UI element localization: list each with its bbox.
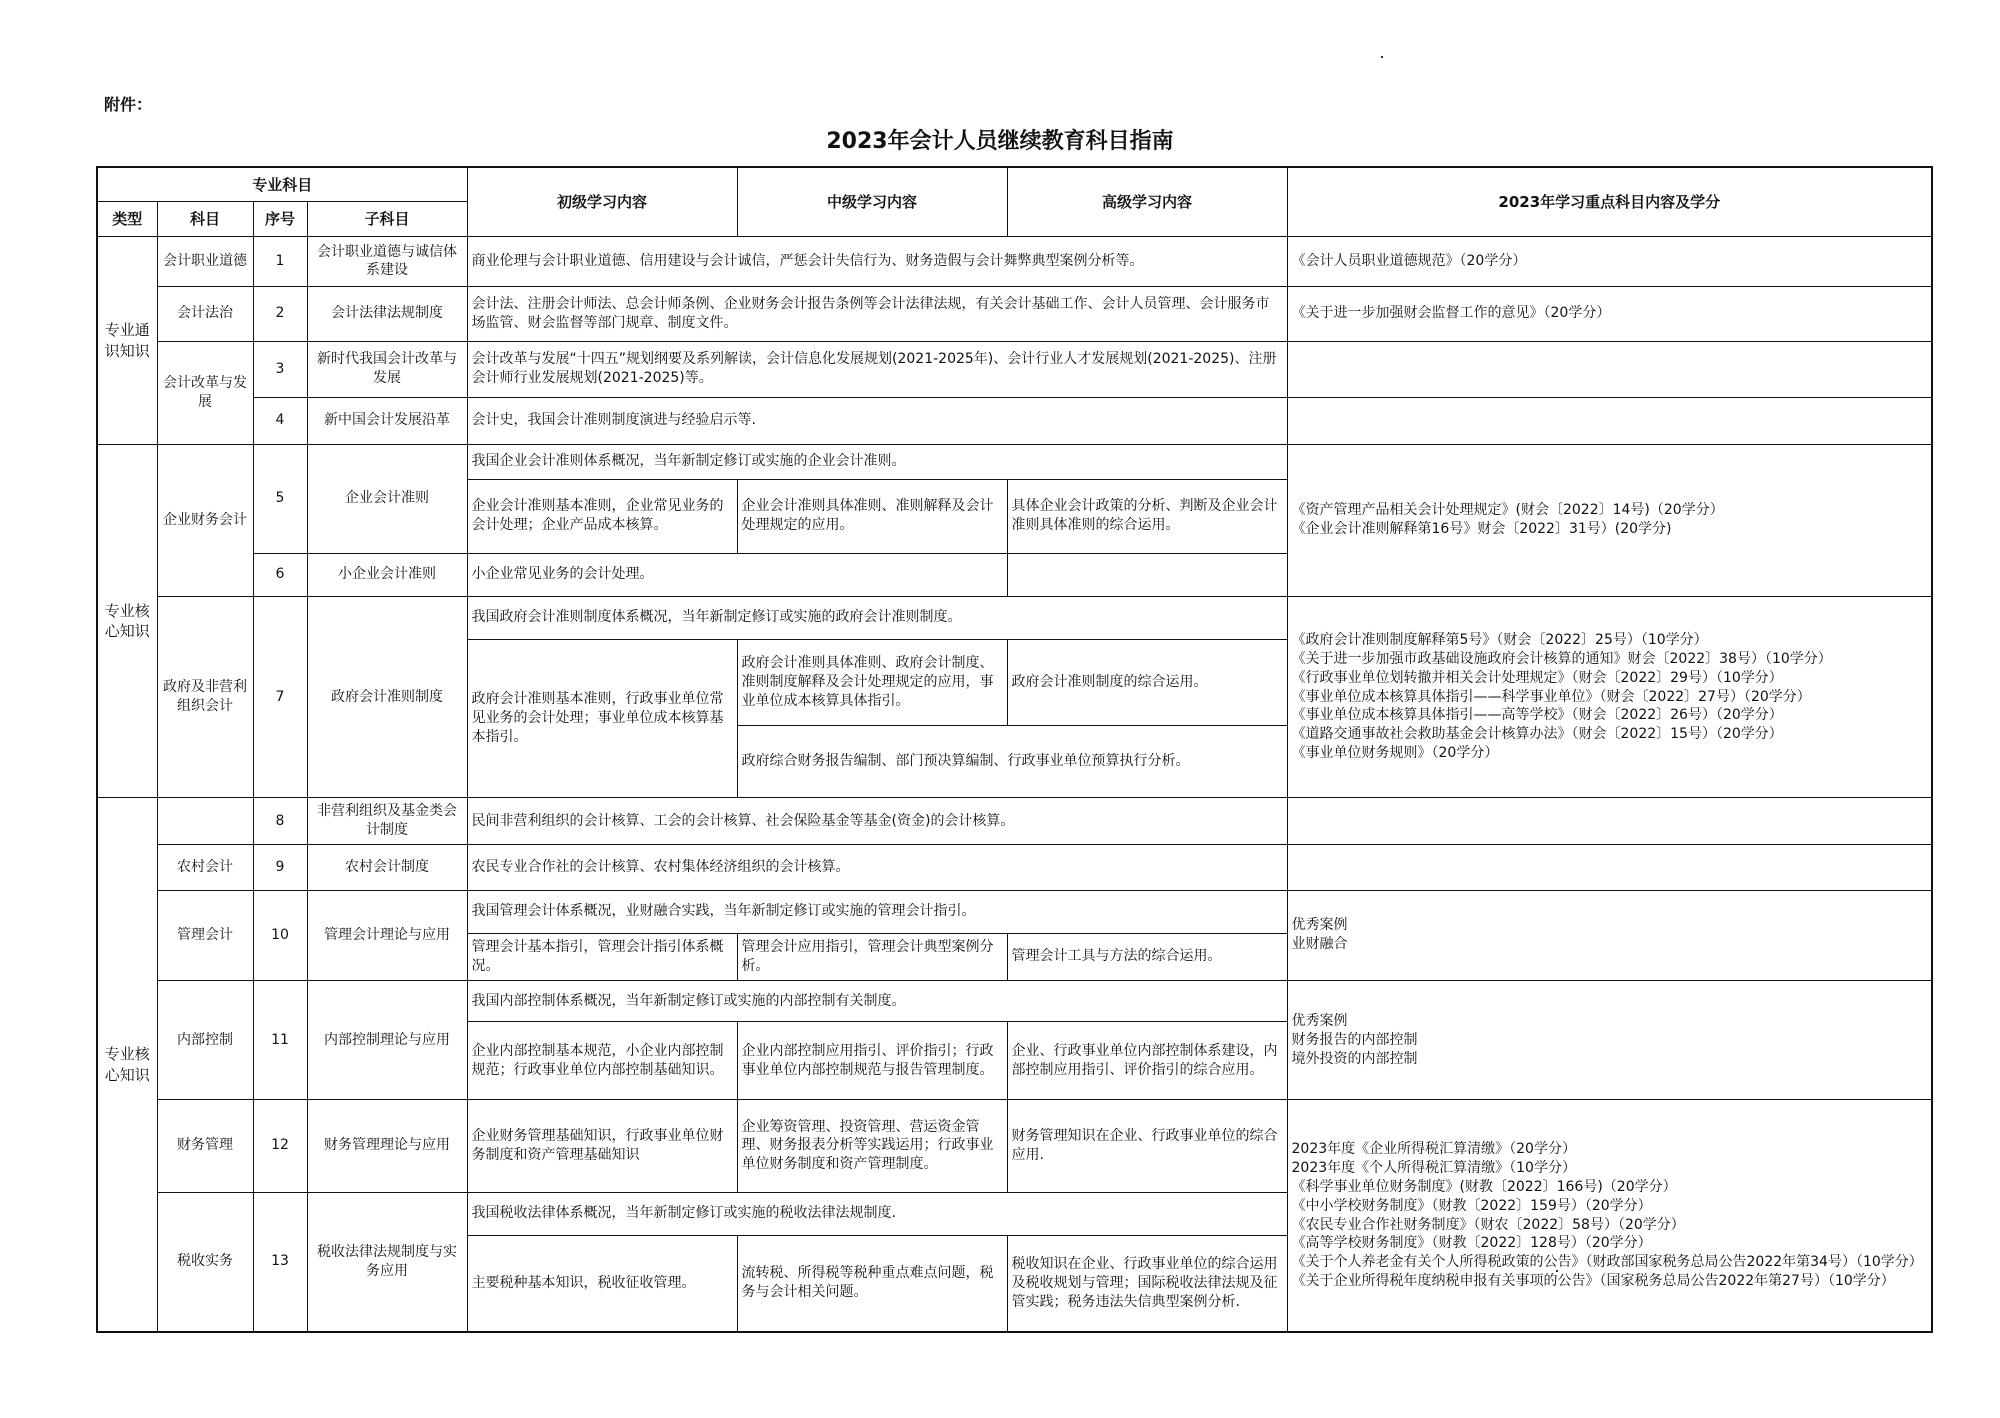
seq-cell: 2 (253, 286, 307, 341)
header-professional-subjects: 专业科目 (97, 167, 467, 202)
overview-cell: 我国政府会计准则制度体系概况，当年新制定修订或实施的政府会计准则制度。 (467, 596, 1287, 639)
overview-cell: 我国管理会计体系概况，业财融合实践，当年新制定修订或实施的管理会计指引。 (467, 890, 1287, 933)
seq-cell: 7 (253, 596, 307, 797)
header-seq: 序号 (253, 202, 307, 237)
sub-subject-cell: 会计职业道德与诚信体系建设 (307, 237, 467, 286)
advanced-content-cell: 财务管理知识在企业、行政事业单位的综合应用. (1007, 1100, 1287, 1192)
advanced-content-cell: 企业、行政事业单位内部控制体系建设，内部控制应用指引、评价指引的综合应用。 (1007, 1022, 1287, 1100)
sub-subject-cell: 农村会计制度 (307, 845, 467, 890)
sub-subject-cell: 管理会计理论与应用 (307, 890, 467, 980)
document-title: 2023年会计人员继续教育科目指南 (826, 129, 1174, 154)
seq-cell: 4 (253, 397, 307, 444)
seq-cell: 11 (253, 981, 307, 1100)
seq-cell: 13 (253, 1192, 307, 1332)
overview-cell: 我国企业会计准则体系概况，当年新制定修订或实施的企业会计准则。 (467, 444, 1287, 479)
sub-subject-cell: 内部控制理论与应用 (307, 981, 467, 1100)
subject-cell: 内部控制 (157, 981, 253, 1100)
overview-cell: 我国内部控制体系概况，当年新制定修订或实施的内部控制有关制度。 (467, 981, 1287, 1022)
extra-content-cell: 政府综合财务报告编制、部门预决算编制、行政事业单位预算执行分析。 (737, 726, 1287, 798)
seq-cell: 1 (253, 237, 307, 286)
subject-cell: 政府及非营利组织会计 (157, 596, 253, 797)
header-intermediate-content: 中级学习内容 (737, 167, 1007, 237)
seq-cell: 12 (253, 1100, 307, 1192)
content-cell: 会计法、注册会计师法、总会计师条例、企业财务会计报告条例等会计法律法规，有关会计基础工作、会计人员管理、会计服务市场监管、财会监督等部门规章、制度文件。 (467, 286, 1287, 341)
sub-subject-cell: 政府会计准则制度 (307, 596, 467, 797)
intermediate-content-cell: 企业内部控制应用指引、评价指引；行政事业单位内部控制规范与报告管理制度。 (737, 1022, 1007, 1100)
subject-cell: 农村会计 (157, 845, 253, 890)
key-subject-cell (1287, 342, 1932, 397)
advanced-content-cell: 税收知识在企业、行政事业单位的综合运用及税收规划与管理；国际税收法律法规及征管实践；税务违法失信典型案例分析. (1007, 1235, 1287, 1332)
advanced-content-cell (1007, 553, 1287, 596)
key-subject-cell: 《政府会计准则制度解释第5号》（财会〔2022〕25号）（10学分） 《关于进一步加强市政基础设施政府会计核算的通知》财会〔2022〕38号）（10学分） 《行政事业单位划转撤并相关会计处理规定》（财会〔2022〕29号）（10学分） 《事业单位成本核算具体指引——科学事业单位》（财会〔2022〕27号）（20学分） 《事业单位成本核算具体指引——高等学校》（财会〔2022〕26号）（20学分） 《道路交通事故社会救助基金会计核算办法》（财会〔2022〕15号）（20学分） 《事业单位财务规则》（20学分） (1287, 596, 1932, 797)
type-general-knowledge: 专业通识知识 (97, 237, 157, 444)
basic-content-cell: 企业内部控制基本规范，小企业内部控制规范；行政事业单位内部控制基础知识。 (467, 1022, 737, 1100)
subject-cell: 会计法治 (157, 286, 253, 341)
key-subject-cell: 《会计人员职业道德规范》（20学分） (1287, 237, 1932, 286)
sub-subject-cell: 税收法律法规制度与实务应用 (307, 1192, 467, 1332)
key-subject-cell: 《资产管理产品相关会计处理规定》(财会〔2022〕14号)（20学分） 《企业会计准则解释第16号》财会〔2022〕31号）(20学分) (1287, 444, 1932, 596)
intermediate-content-cell: 政府会计准则具体准则、政府会计制度、准则制度解释及会计处理规定的应用，事业单位成本核算具体指引。 (737, 639, 1007, 725)
basic-content-cell: 企业会计准则基本准则，企业常见业务的会计处理；企业产品成本核算。 (467, 479, 737, 553)
key-subject-cell: 优秀案例 财务报告的内部控制 境外投资的内部控制 (1287, 981, 1932, 1100)
seq-cell: 10 (253, 890, 307, 980)
content-cell: 民间非营利组织的会计核算、工会的会计核算、社会保险基金等基金(资金)的会计核算。 (467, 798, 1287, 845)
subject-cell: 财务管理 (157, 1100, 253, 1192)
subject-cell (157, 798, 253, 845)
advanced-content-cell: 政府会计准则制度的综合运用。 (1007, 639, 1287, 725)
subject-cell: 企业财务会计 (157, 444, 253, 596)
basic-content-cell: 企业财务管理基础知识，行政事业单位财务制度和资产管理基础知识 (467, 1100, 737, 1192)
subject-guide-table (96, 166, 1933, 1333)
type-core-knowledge: 专业核心知识 (97, 444, 157, 797)
intermediate-content-cell: 管理会计应用指引，管理会计典型案例分析。 (737, 933, 1007, 980)
key-subject-cell (1287, 798, 1932, 845)
key-subject-cell (1287, 845, 1932, 890)
seq-cell: 5 (253, 444, 307, 553)
header-basic-content: 初级学习内容 (467, 167, 737, 237)
scan-speck (1381, 56, 1383, 58)
basic-content-cell: 政府会计准则基本准则，行政事业单位常见业务的会计处理；事业单位成本核算基本指引。 (467, 639, 737, 797)
intermediate-content-cell: 企业会计准则具体准则、准则解释及会计处理规定的应用。 (737, 479, 1007, 553)
subject-cell: 会计职业道德 (157, 237, 253, 286)
key-subject-cell (1287, 397, 1932, 444)
header-advanced-content: 高级学习内容 (1007, 167, 1287, 237)
header-key-subjects-2023: 2023年学习重点科目内容及学分 (1287, 167, 1932, 237)
seq-cell: 8 (253, 798, 307, 845)
content-cell: 农民专业合作社的会计核算、农村集体经济组织的会计核算。 (467, 845, 1287, 890)
attachment-label: 附件： (104, 95, 153, 114)
basic-content-cell: 管理会计基本指引，管理会计指引体系概况。 (467, 933, 737, 980)
seq-cell: 9 (253, 845, 307, 890)
key-subject-cell: 优秀案例 业财融合 (1287, 890, 1932, 980)
header-type: 类型 (97, 202, 157, 237)
intermediate-content-cell: 企业筹资管理、投资管理、营运资金管理、财务报表分析等实践运用；行政事业单位财务制度和资产管理制度。 (737, 1100, 1007, 1192)
content-cell: 会计史，我国会计准则制度演进与经验启示等. (467, 397, 1287, 444)
sub-subject-cell: 会计法律法规制度 (307, 286, 467, 341)
subject-cell: 会计改革与发展 (157, 342, 253, 445)
sub-subject-cell: 财务管理理论与应用 (307, 1100, 467, 1192)
sub-subject-cell: 新时代我国会计改革与发展 (307, 342, 467, 397)
sub-subject-cell: 小企业会计准则 (307, 553, 467, 596)
header-sub-subject: 子科目 (307, 202, 467, 237)
basic-content-cell: 主要税种基本知识，税收征收管理。 (467, 1235, 737, 1332)
seq-cell: 3 (253, 342, 307, 397)
overview-cell: 我国税收法律体系概况，当年新制定修订或实施的税收法律法规制度. (467, 1192, 1287, 1235)
key-subject-cell: 2023年度《企业所得税汇算清缴》（20学分） 2023年度《个人所得税汇算清缴》（10学分） 《科学事业单位财务制度》(财教〔2022〕166号)（20学分） 《中小学校财务制度》（财教〔2022〕159号）（20学分） 《农民专业合作社财务制度》（财农〔2022〕58号）（20学分） 《高等学校财务制度》（财教〔2022〕128号）（20学分） 《关于个人养老金有关个人所得税政策的公告》（财政部国家税务总局公告2022年第34号）（10学分） 《关于企业所得税年度纳税申报有关事项的公告》（国家税务总局公告2022年第27号）（10学分） (1287, 1100, 1932, 1332)
advanced-content-cell: 具体企业会计政策的分析、判断及企业会计准则具体准则的综合运用。 (1007, 479, 1287, 553)
type-core-knowledge: 专业核心知识 (97, 798, 157, 1332)
seq-cell: 6 (253, 553, 307, 596)
subject-cell: 税收实务 (157, 1192, 253, 1332)
header-subject: 科目 (157, 202, 253, 237)
content-cell: 会计改革与发展“十四五”规划纲要及系列解读，会计信息化发展规划(2021-2025年)、会计行业人才发展规划(2021-2025)、注册会计师行业发展规划(2021-2025)等。 (467, 342, 1287, 397)
intermediate-content-cell: 流转税、所得税等税种重点难点问题，税务与会计相关问题。 (737, 1235, 1007, 1332)
sub-subject-cell: 非营利组织及基金类会计制度 (307, 798, 467, 845)
subject-cell: 管理会计 (157, 890, 253, 980)
sub-subject-cell: 新中国会计发展沿革 (307, 397, 467, 444)
advanced-content-cell: 管理会计工具与方法的综合运用。 (1007, 933, 1287, 980)
sub-subject-cell: 企业会计准则 (307, 444, 467, 553)
key-subject-cell: 《关于进一步加强财会监督工作的意见》（20学分） (1287, 286, 1932, 341)
content-cell: 商业伦理与会计职业道德、信用建设与会计诚信，严惩会计失信行为、财务造假与会计舞弊典型案例分析等。 (467, 237, 1287, 286)
basic-content-cell: 小企业常见业务的会计处理。 (467, 553, 1007, 596)
